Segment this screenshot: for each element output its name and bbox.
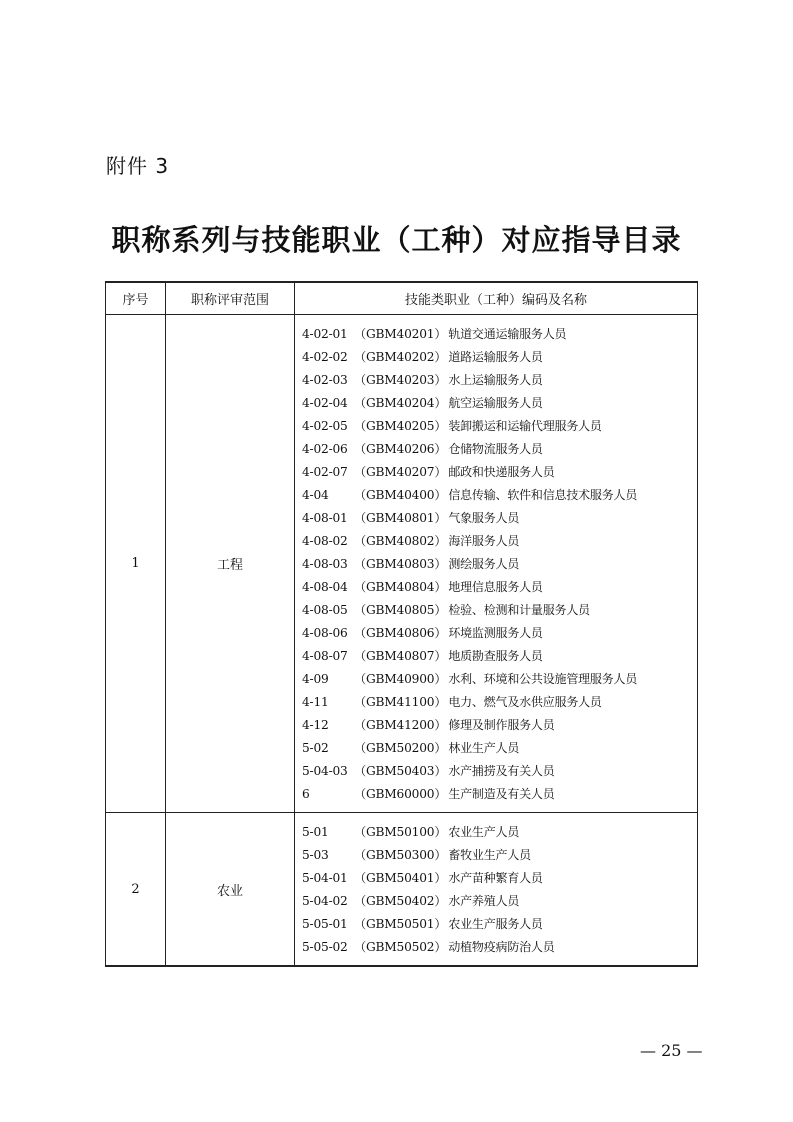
occupation-code: 4-02-02 — [302, 350, 348, 364]
occupation-code: 4-08-03 — [302, 557, 348, 571]
gbm-code: （GBM50402） — [354, 894, 447, 908]
header-evaluation-scope: 职称评审范围 — [166, 282, 295, 315]
occupation-code: 5-01 — [302, 825, 329, 839]
occupation-code: 4-08-06 — [302, 626, 348, 640]
occupation-name: 海洋服务人员 — [448, 534, 520, 548]
occupation-entry — [302, 668, 697, 691]
table-row — [106, 813, 698, 967]
occupation-name: 水产苗种繁育人员 — [448, 871, 543, 885]
header-occupation-code-name: 技能类职业（工种）编码及名称 — [295, 282, 698, 315]
occupation-name: 检验、检测和计量服务人员 — [448, 603, 590, 617]
gbm-code: （GBM50100） — [354, 825, 447, 839]
occupation-name: 航空运输服务人员 — [448, 396, 543, 410]
gbm-code: （GBM40206） — [354, 442, 447, 456]
occupation-code: 4-02-03 — [302, 373, 348, 387]
gbm-code: （GBM40802） — [354, 534, 447, 548]
table-row — [106, 315, 698, 813]
occupation-code: 5-04-03 — [302, 764, 348, 778]
gbm-code: （GBM50502） — [354, 940, 447, 954]
occupation-code: 4-08-01 — [302, 511, 348, 525]
occupation-code: 4-08-04 — [302, 580, 348, 594]
occupation-name: 农业生产人员 — [448, 825, 520, 839]
occupation-code: 4-12 — [302, 718, 329, 732]
occupation-code: 4-08-02 — [302, 534, 348, 548]
page-number: — 25 — — [640, 1041, 703, 1060]
occupation-entry — [302, 599, 697, 622]
occupation-code: 4-09 — [302, 672, 329, 686]
occupation-entry — [302, 392, 697, 415]
gbm-code: （GBM40202） — [354, 350, 447, 364]
occupation-code: 5-03 — [302, 848, 329, 862]
occupation-entry — [302, 890, 697, 913]
occupation-entry — [302, 714, 697, 737]
occupation-code: 4-02-06 — [302, 442, 348, 456]
occupation-entry — [302, 369, 697, 392]
occupation-entry — [302, 484, 697, 507]
gbm-code: （GBM40205） — [354, 419, 447, 433]
occupation-name: 道路运输服务人员 — [448, 350, 543, 364]
occupation-name: 地质勘查服务人员 — [448, 649, 543, 663]
gbm-code: （GBM41200） — [354, 718, 447, 732]
occupation-entry — [302, 346, 697, 369]
gbm-code: （GBM40803） — [354, 557, 447, 571]
occupation-list-cell — [295, 315, 698, 813]
gbm-code: （GBM40900） — [354, 672, 447, 686]
occupation-entry — [302, 553, 697, 576]
gbm-code: （GBM50501） — [354, 917, 447, 931]
occupation-entry — [302, 913, 697, 936]
occupation-code: 6 — [302, 787, 310, 801]
occupation-code: 5-05-01 — [302, 917, 348, 931]
occupation-entry — [302, 622, 697, 645]
occupation-name: 畜牧业生产人员 — [448, 848, 531, 862]
occupation-catalog-table — [105, 281, 698, 967]
gbm-code: （GBM50401） — [354, 871, 447, 885]
occupation-code: 4-08-05 — [302, 603, 348, 617]
occupation-code: 4-04 — [302, 488, 329, 502]
gbm-code: （GBM40400） — [354, 488, 447, 502]
occupation-name: 装卸搬运和运输代理服务人员 — [448, 419, 602, 433]
evaluation-scope-cell: 农业 — [166, 813, 295, 967]
occupation-name: 气象服务人员 — [448, 511, 520, 525]
gbm-code: （GBM50403） — [354, 764, 447, 778]
occupation-entry — [302, 461, 697, 484]
occupation-code: 4-02-01 — [302, 327, 348, 341]
gbm-code: （GBM40201） — [354, 327, 447, 341]
occupation-name: 环境监测服务人员 — [448, 626, 543, 640]
occupation-name: 仓储物流服务人员 — [448, 442, 543, 456]
occupation-entry — [302, 821, 697, 844]
occupation-name: 水上运输服务人员 — [448, 373, 543, 387]
gbm-code: （GBM40203） — [354, 373, 447, 387]
gbm-code: （GBM60000） — [354, 787, 447, 801]
occupation-code: 4-08-07 — [302, 649, 348, 663]
occupation-entry — [302, 844, 697, 867]
document-title: 职称系列与技能职业（工种）对应指导目录 — [111, 223, 682, 257]
occupation-entry — [302, 936, 697, 959]
occupation-entry — [302, 783, 697, 806]
occupation-name: 电力、燃气及水供应服务人员 — [448, 695, 602, 709]
occupation-code: 5-04-02 — [302, 894, 348, 908]
gbm-code: （GBM40804） — [354, 580, 447, 594]
attachment-label: 附件 3 — [106, 154, 170, 178]
occupation-code: 5-02 — [302, 741, 329, 755]
occupation-code: 5-04-01 — [302, 871, 348, 885]
gbm-code: （GBM40801） — [354, 511, 447, 525]
occupation-entry — [302, 737, 697, 760]
occupation-name: 动植物疫病防治人员 — [448, 940, 555, 954]
occupation-name: 轨道交通运输服务人员 — [448, 327, 567, 341]
header-serial-number: 序号 — [106, 282, 166, 315]
occupation-entry — [302, 507, 697, 530]
occupation-name: 水产养殖人员 — [448, 894, 520, 908]
gbm-code: （GBM41100） — [354, 695, 447, 709]
occupation-list-cell — [295, 813, 698, 967]
gbm-code: （GBM40806） — [354, 626, 447, 640]
occupation-code: 5-05-02 — [302, 940, 348, 954]
occupation-entry — [302, 530, 697, 553]
occupation-name: 测绘服务人员 — [448, 557, 520, 571]
occupation-entry — [302, 867, 697, 890]
table-header-row — [106, 282, 698, 315]
serial-number-cell: 2 — [106, 813, 166, 967]
occupation-entry — [302, 415, 697, 438]
gbm-code: （GBM40207） — [354, 465, 447, 479]
occupation-name: 信息传输、软件和信息技术服务人员 — [448, 488, 638, 502]
occupation-name: 生产制造及有关人员 — [448, 787, 555, 801]
occupation-entry — [302, 645, 697, 668]
occupation-name: 农业生产服务人员 — [448, 917, 543, 931]
occupation-name: 修理及制作服务人员 — [448, 718, 555, 732]
gbm-code: （GBM40805） — [354, 603, 447, 617]
occupation-name: 林业生产人员 — [448, 741, 520, 755]
gbm-code: （GBM40204） — [354, 396, 447, 410]
evaluation-scope-cell: 工程 — [166, 315, 295, 813]
gbm-code: （GBM40807） — [354, 649, 447, 663]
occupation-name: 水产捕捞及有关人员 — [448, 764, 555, 778]
occupation-code: 4-02-04 — [302, 396, 348, 410]
occupation-entry — [302, 323, 697, 346]
occupation-entry — [302, 438, 697, 461]
occupation-code: 4-02-07 — [302, 465, 348, 479]
occupation-code: 4-02-05 — [302, 419, 348, 433]
table-body — [106, 315, 698, 967]
occupation-code: 4-11 — [302, 695, 329, 709]
occupation-name: 邮政和快递服务人员 — [448, 465, 555, 479]
occupation-entry — [302, 691, 697, 714]
occupation-name: 水利、环境和公共设施管理服务人员 — [448, 672, 638, 686]
gbm-code: （GBM50200） — [354, 741, 447, 755]
occupation-entry — [302, 576, 697, 599]
occupation-entry — [302, 760, 697, 783]
gbm-code: （GBM50300） — [354, 848, 447, 862]
serial-number-cell: 1 — [106, 315, 166, 813]
occupation-name: 地理信息服务人员 — [448, 580, 543, 594]
